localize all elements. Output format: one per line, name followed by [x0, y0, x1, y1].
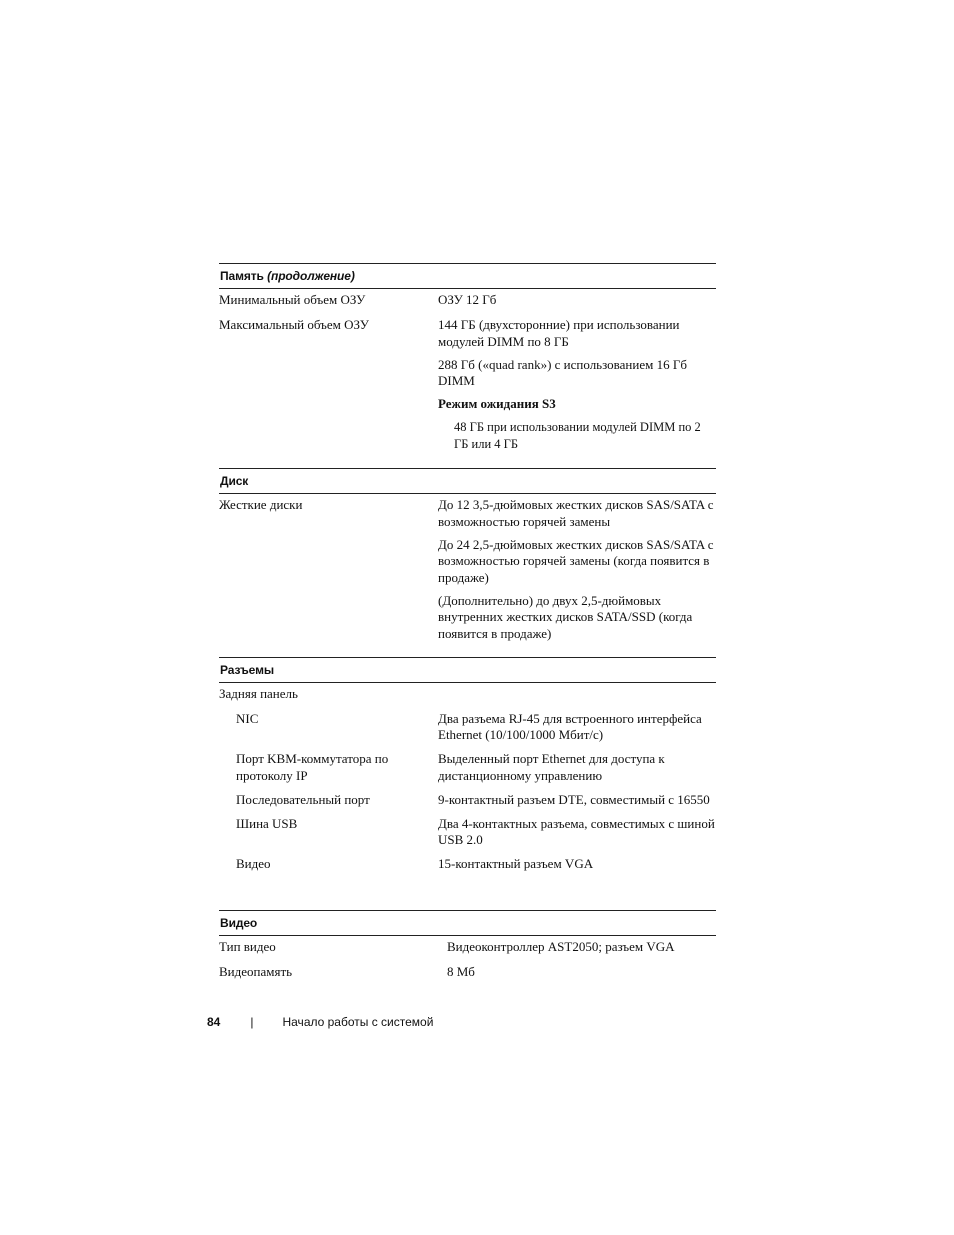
kvm-port-value: Выделенный порт Ethernet для доступа к дистанционному управлению [438, 751, 665, 783]
max-ram-row [219, 317, 716, 459]
rear-panel-label: Задняя панель [219, 686, 298, 701]
nic-value: Два разъема RJ-45 для встроенного интерфейса Ethernet (10/100/1000 Мбит/с) [438, 710, 702, 742]
usb-label: Шина USB [236, 815, 298, 831]
memory-title: Память [220, 269, 264, 283]
video-connector-row [219, 856, 716, 879]
memory-section-heading [219, 263, 716, 289]
hdd-row [219, 497, 716, 649]
video-section-heading [219, 910, 716, 936]
footer-separator: | [250, 1015, 254, 1029]
serial-port-value: 9-контактный разъем DTE, совместимый с 16550 [438, 791, 710, 807]
nic-row [219, 711, 716, 751]
max-ram-label: Максимальный объем ОЗУ [219, 317, 369, 332]
video-section [219, 910, 716, 987]
max-ram-value-2: 288 Гб («quad rank») с использованием 16 Гб DIMM [438, 356, 687, 388]
connectors-section [219, 657, 716, 879]
video-memory-label: Видеопамять [219, 964, 293, 979]
s3-standby-value: 48 ГБ при использовании модулей DIMM по 2 ГБ или 4 ГБ [454, 420, 701, 451]
rear-panel-row [219, 686, 716, 703]
video-type-label: Тип видео [219, 939, 276, 954]
connectors-section-heading [219, 657, 716, 683]
page-number: 84 [207, 1015, 221, 1029]
min-ram-value: ОЗУ 12 Гб [438, 292, 497, 307]
hdd-value-2: До 24 2,5-дюймовых жестких дисков SAS/SATA с возможностью горячей замены (когда появится в продаже) [438, 536, 714, 585]
chapter-title: Начало работы с системой [282, 1015, 434, 1029]
usb-value: Два 4-контактных разъема, совместимых с шиной USB 2.0 [438, 815, 715, 847]
memory-title-continued: (продолжение) [267, 269, 355, 283]
page-footer [207, 1015, 433, 1029]
nic-label: NIC [236, 710, 259, 726]
hdd-value-1: До 12 3,5-дюймовых жестких дисков SAS/SATA с возможностью горячей замены [438, 497, 714, 529]
video-type-value: Видеоконтроллер AST2050; разъем VGA [447, 939, 675, 954]
disk-section-heading [219, 468, 716, 494]
serial-port-label: Последовательный порт [236, 791, 370, 807]
video-type-row [219, 939, 716, 962]
disk-title: Диск [220, 474, 249, 488]
serial-port-row [219, 792, 716, 815]
max-ram-value-1: 144 ГБ (двухсторонние) при использовании модулей DIMM по 8 ГБ [438, 317, 680, 349]
min-ram-row [219, 292, 716, 315]
disk-section [219, 468, 716, 649]
kvm-port-row [219, 751, 716, 791]
memory-section [219, 263, 716, 459]
s3-standby-title: Режим ожидания S3 [438, 396, 556, 411]
hdd-label: Жесткие диски [219, 497, 303, 512]
min-ram-label: Минимальный объем ОЗУ [219, 292, 366, 307]
video-memory-row [219, 964, 716, 987]
video-title: Видео [220, 916, 258, 930]
usb-row [219, 816, 716, 856]
video-connector-label: Видео [236, 856, 271, 871]
kvm-port-label: Порт KBM-коммутатора по протоколу IP [236, 751, 389, 783]
connectors-title: Разъемы [220, 663, 275, 677]
video-memory-value: 8 Мб [447, 964, 475, 979]
video-connector-value: 15-контактный разъем VGA [438, 856, 594, 871]
hdd-value-3: (Дополнительно) до двух 2,5-дюймовых внутренних жестких дисков SATA/SSD (когда появится в продаже) [438, 592, 693, 641]
